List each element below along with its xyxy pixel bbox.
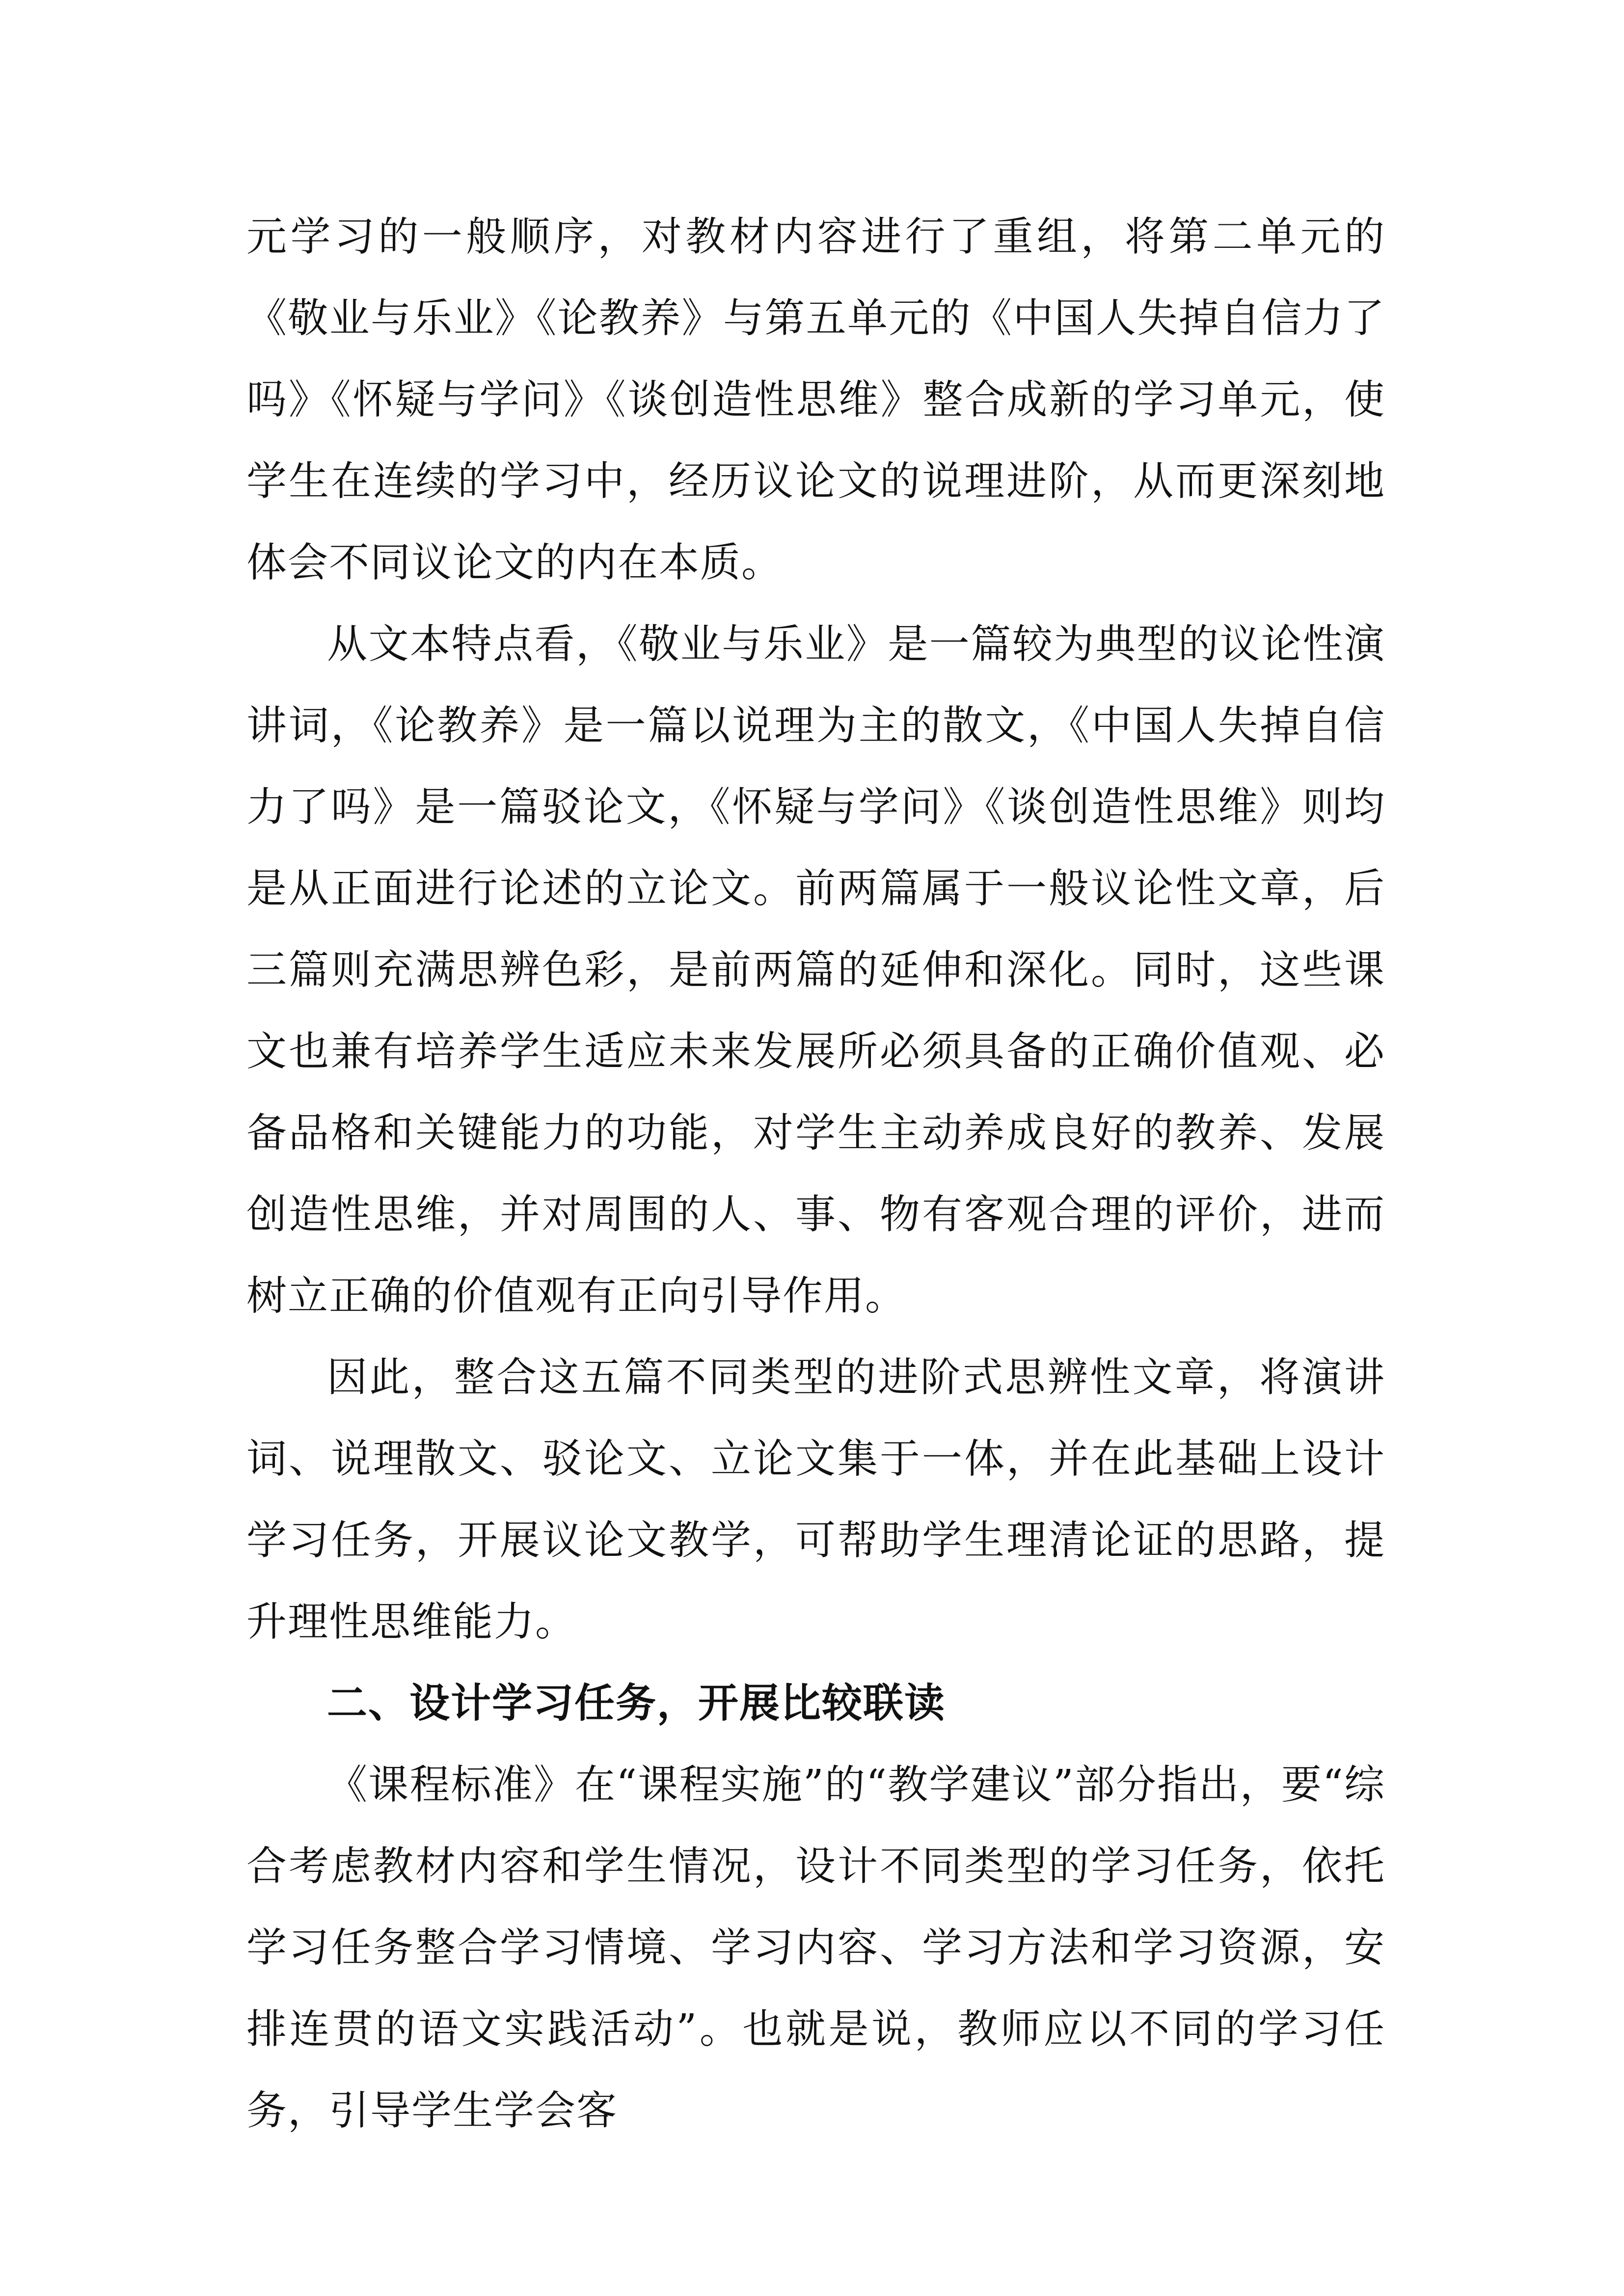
paragraph-curriculum-standard: 《课程标准》在“课程实施”的“教学建议”部分指出，要“综合考虑教材内容和学生情况，设计不同类型的学习任务，依托学习任务整合学习情境、学习内容、学习方法和学习资源，安排连贯的语文实践活动”。也就是说，教师应以不同的学习任务，引导学生学会客 — [246, 1762, 1385, 2134]
paragraph-text-features: 从文本特点看，《敬业与乐业》是一篇较为典型的议论性演讲词，《论教养》是一篇以说理为主的散文，《中国人失掉自信力了吗》是一篇驳论文，《怀疑与学问》《谈创造性思维》则均是从正面进行论述的立论文。前两篇属于一般议论性文章，后三篇则充满思辨色彩，是前两篇的延伸和深化。同时，这些课文也兼有培养学生适应未来发展所必须具备的正确价值观、必备品格和关键能力的功能，对学生主动养成良好的教养、发展创造性思维，并对周围的人、事、物有客观合理的评价，进而树立正确的价值观有正向引导作用。 — [246, 621, 1385, 1319]
document-body — [246, 196, 1385, 2152]
section-heading: 二、设计学习任务，开展比较联读 — [327, 1680, 946, 1727]
paragraph-continuation: 元学习的一般顺序，对教材内容进行了重组，将第二单元的《敬业与乐业》《论教养》与第五单元的《中国人失掉自信力了吗》《怀疑与学问》《谈创造性思维》整合成新的学习单元，使学生在连续的学习中，经历议论文的说理进阶，从而更深刻地体会不同议论文的内在本质。 — [246, 214, 1385, 586]
paragraph-integration: 因此，整合这五篇不同类型的进阶式思辨性文章，将演讲词、说理散文、驳论文、立论文集于一体，并在此基础上设计学习任务，开展议论文教学，可帮助学生理清论证的思路，提升理性思维能力。 — [246, 1354, 1385, 1645]
